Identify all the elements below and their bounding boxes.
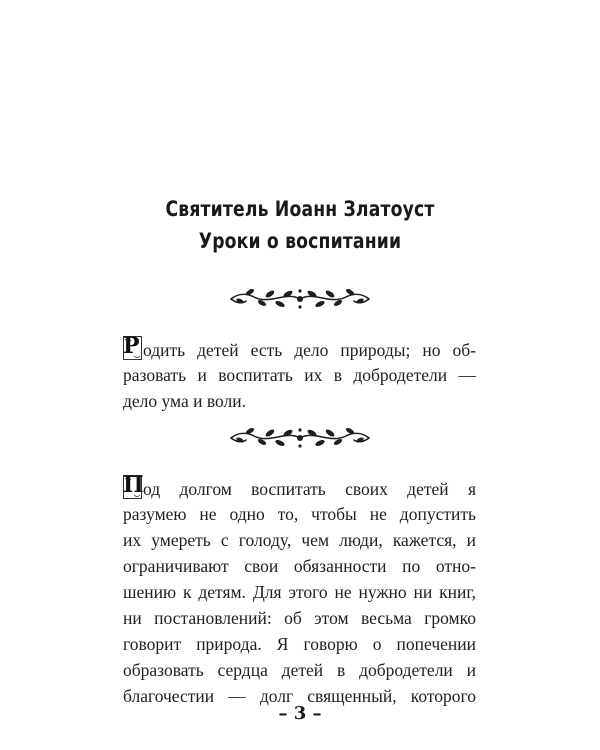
dropcap-p: П	[123, 472, 144, 498]
paragraph-2-line-5: шению к детям. Для этого не нужно ни книг,	[123, 582, 476, 602]
page-number: – 3 –	[278, 703, 322, 724]
paragraph-1	[123, 333, 476, 414]
paragraph-2-line-2: разумею не одно то, чтобы не допустить	[123, 504, 476, 524]
paragraph-1-line-1	[123, 333, 476, 362]
chapter-title: Уроки о воспитании	[198, 229, 402, 253]
paragraph-1-line-1-text: одить детей есть дело природы; но об-	[143, 340, 476, 360]
paragraph-2-line-4: ограничивают свои обязанности по отно-	[123, 556, 476, 576]
paragraph-2-line-6: ни постановлений: об этом весьма громко	[123, 608, 476, 628]
paragraph-2-line-1-text: од долгом воспитать своих детей я	[143, 479, 476, 499]
paragraph-2-line-7: говорит природа. Я говорю о попечении	[123, 634, 476, 654]
paragraph-2-line-1	[123, 472, 476, 501]
paragraph-1-line-2: разовать и воспитать их в добродетели —	[123, 365, 476, 385]
dropcap-r: Р	[123, 333, 140, 359]
floral-vignette-icon	[226, 282, 374, 316]
floral-vignette-icon	[226, 421, 374, 455]
paragraph-2-line-9: благочестии — долг священный, которого	[123, 686, 476, 706]
paragraph-1-line-3: дело ума и воли.	[123, 391, 247, 411]
paragraph-2-line-3: их умереть с голоду, чем люди, кажется, и	[123, 530, 476, 550]
paragraph-2-line-8: образовать сердца детей в добродетели и	[123, 660, 476, 680]
paragraph-2	[123, 472, 476, 709]
author-heading: Святитель Иоанн Златоуст	[165, 197, 435, 221]
